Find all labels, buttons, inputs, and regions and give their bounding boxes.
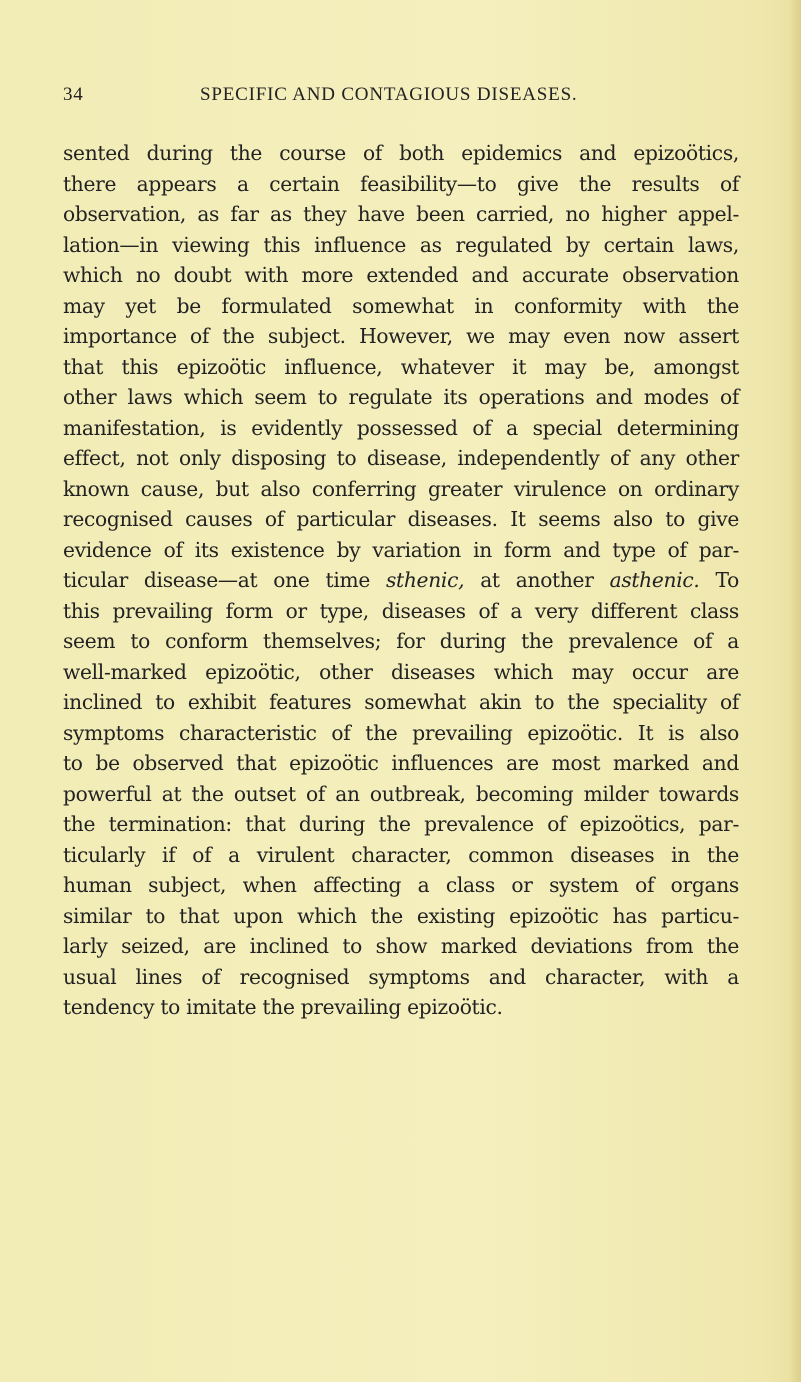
page-edge-shadow bbox=[789, 0, 801, 1382]
body-paragraph bbox=[63, 138, 739, 1023]
page-number: 34 bbox=[63, 84, 84, 105]
text-line: well-marked epizoötic, other diseases which may occur are bbox=[63, 659, 739, 684]
text-line: ticularly if of a virulent character, common diseases in the bbox=[63, 842, 739, 867]
text-line: tendency to imitate the prevailing epizoötic. bbox=[63, 995, 503, 1019]
text-line: known cause, but also conferring greater virulence on ordinary bbox=[63, 476, 739, 501]
text-line: usual lines of recognised symptoms and character, with a bbox=[63, 964, 739, 989]
italic-term-asthenic: asthenic. bbox=[609, 568, 700, 592]
text-run: ticular disease—at one time bbox=[63, 568, 386, 592]
text-line: recognised causes of particular diseases. It seems also to give bbox=[63, 507, 739, 531]
text-line: importance of the subject. However, we may even now assert bbox=[63, 324, 739, 348]
italic-term-sthenic: sthenic, bbox=[385, 568, 465, 592]
text-line: this prevailing form or type, diseases of a very different class bbox=[63, 598, 739, 623]
text-line: to be observed that epizoötic influences are most marked and bbox=[63, 751, 739, 775]
text-line: seem to conform themselves; for during the prevalence of a bbox=[63, 629, 739, 653]
text-line: which no doubt with more extended and accurate observation bbox=[63, 263, 739, 287]
text-line: lation—in viewing this influence as regulated by certain laws, bbox=[63, 232, 739, 257]
text-line: other laws which seem to regulate its operations and modes of bbox=[63, 385, 739, 409]
text-line: symptoms characteristic of the prevailing epizoötic. It is also bbox=[63, 720, 739, 745]
running-head bbox=[63, 84, 738, 110]
text-line: similar to that upon which the existing epizoötic has particu- bbox=[63, 903, 739, 928]
text-line: sented during the course of both epidemics and epizoötics, bbox=[63, 141, 739, 165]
text-line: inclined to exhibit features somewhat akin to the speciality of bbox=[63, 690, 739, 714]
text-line: that this epizoötic influence, whatever it may be, amongst bbox=[63, 354, 739, 379]
text-line: powerful at the outset of an outbreak, becoming milder towards bbox=[63, 781, 739, 806]
text-line: there appears a certain feasibility—to give the results of bbox=[63, 171, 739, 196]
running-title: SPECIFIC AND CONTAGIOUS DISEASES. bbox=[200, 84, 578, 105]
text-line: manifestation, is evidently possessed of a special determining bbox=[63, 415, 739, 440]
text-line: larly seized, are inclined to show marked deviations from the bbox=[63, 934, 739, 958]
text-line: may yet be formulated somewhat in conformity with the bbox=[63, 293, 739, 318]
text-line-with-italics bbox=[63, 565, 739, 596]
text-line: evidence of its existence by variation in form and type of par- bbox=[63, 537, 739, 562]
text-run: To bbox=[699, 568, 739, 592]
text-line: observation, as far as they have been carried, no higher appel- bbox=[63, 202, 739, 226]
text-line: human subject, when affecting a class or system of organs bbox=[63, 873, 739, 897]
text-line: the termination: that during the prevalence of epizoötics, par- bbox=[63, 812, 739, 836]
text-line: effect, not only disposing to disease, independently of any other bbox=[63, 446, 739, 470]
text-run: at another bbox=[464, 568, 610, 592]
